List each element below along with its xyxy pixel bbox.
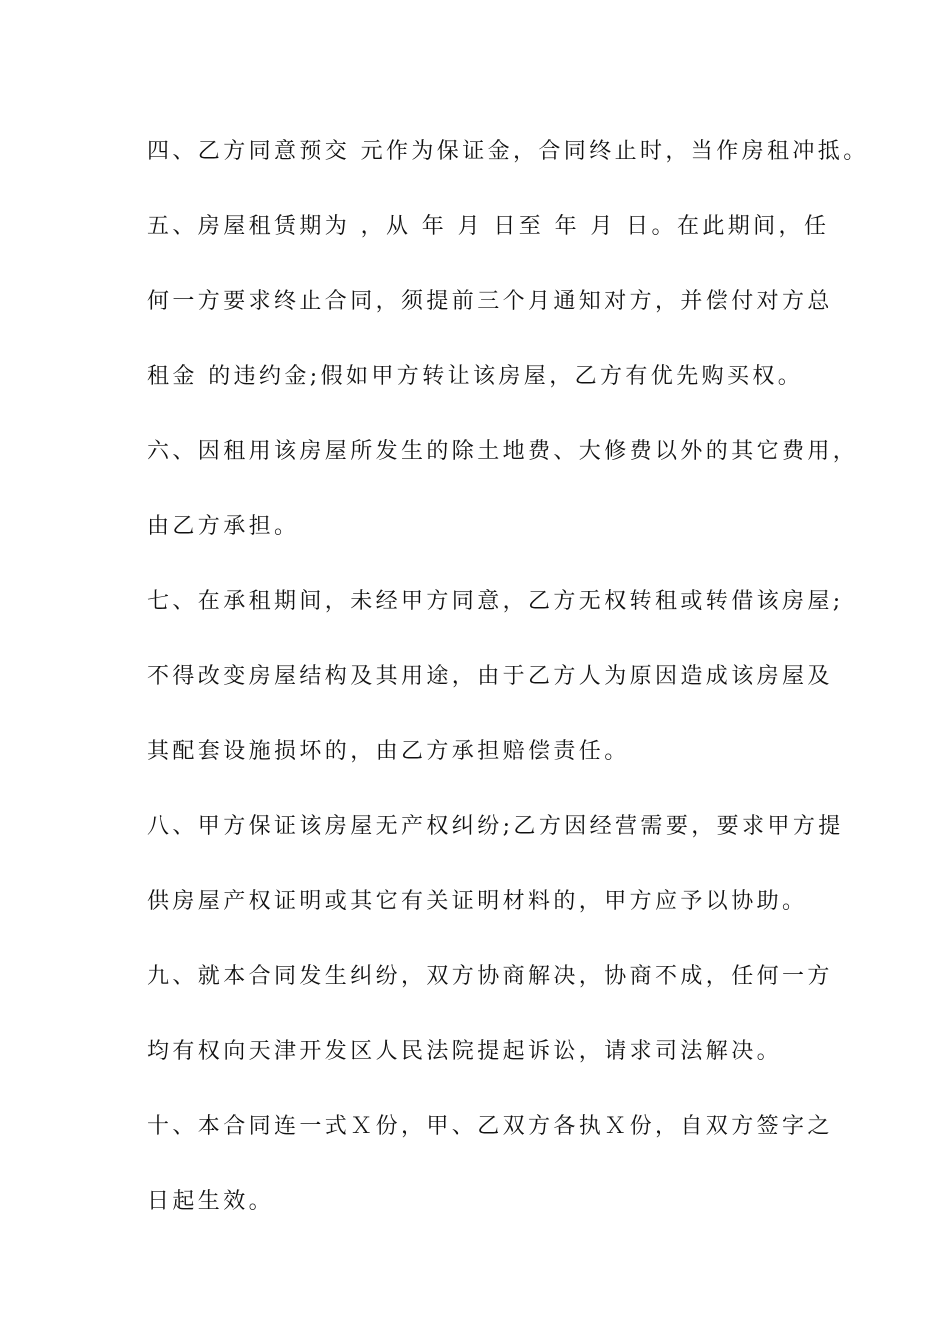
clause-10-line-1: 十、本合同连一式Ｘ份，甲、乙双方各执Ｘ份，自双方签字之 bbox=[147, 1114, 833, 1139]
clause-7-line-2: 不得改变房屋结构及其用途，由于乙方人为原因造成该房屋及 bbox=[147, 664, 833, 689]
clause-7-line-1: 七、在承租期间，未经甲方同意，乙方无权转租或转借该房屋; bbox=[147, 589, 844, 614]
clause-7-line-3: 其配套设施损坏的，由乙方承担赔偿责任。 bbox=[147, 739, 630, 764]
clause-5-line-1: 五、房屋租赁期为 ，从 年 月 日至 年 月 日。在此期间，任 bbox=[147, 214, 830, 239]
clause-9-line-2: 均有权向天津开发区人民法院提起诉讼，请求司法解决。 bbox=[147, 1039, 783, 1064]
clause-10-line-2: 日起生效。 bbox=[147, 1189, 275, 1214]
clause-6-line-1: 六、因租用该房屋所发生的除土地费、大修费以外的其它费用， bbox=[147, 439, 859, 464]
clause-8-line-1: 八、甲方保证该房屋无产权纠纷;乙方因经营需要，要求甲方提 bbox=[147, 814, 844, 839]
clause-4-line-1: 四、乙方同意预交 元作为保证金，合同终止时，当作房租冲抵。 bbox=[147, 139, 869, 164]
clause-6-line-2: 由乙方承担。 bbox=[147, 514, 300, 539]
clause-8-line-2: 供房屋产权证明或其它有关证明材料的，甲方应予以协助。 bbox=[147, 889, 808, 914]
clause-5-line-2: 何一方要求终止合同，须提前三个月通知对方，并偿付对方总 bbox=[147, 289, 833, 314]
clause-5-line-3: 租金 的违约金;假如甲方转让该房屋，乙方有优先购买权。 bbox=[147, 364, 804, 389]
clause-9-line-1: 九、就本合同发生纠纷，双方协商解决，协商不成，任何一方 bbox=[147, 964, 833, 989]
